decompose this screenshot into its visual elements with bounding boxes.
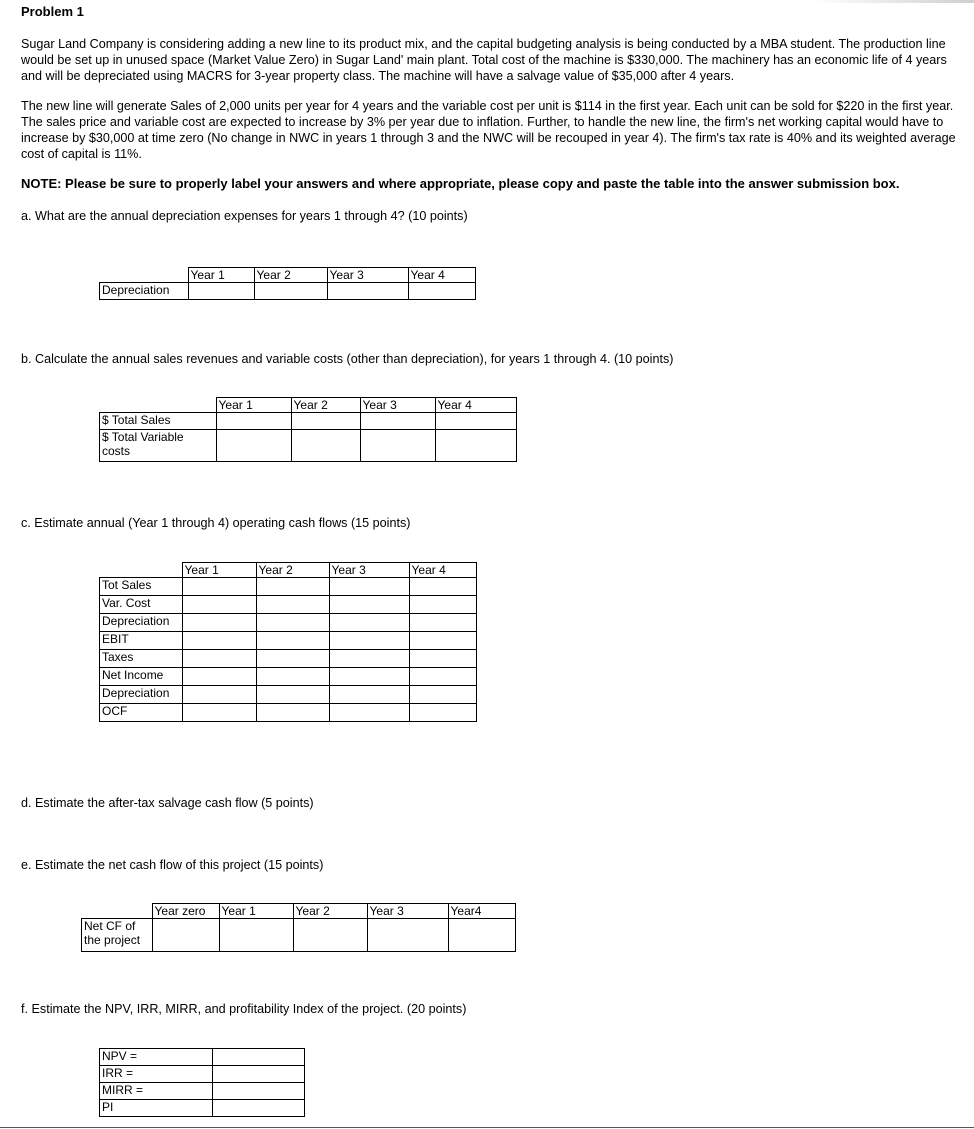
answer-cell[interactable]	[213, 1083, 305, 1100]
column-header: Year 4	[409, 563, 476, 578]
row-label: Depreciation	[100, 614, 183, 632]
answer-cell[interactable]	[256, 596, 329, 614]
bottom-divider	[0, 1127, 974, 1128]
answer-cell[interactable]	[435, 430, 516, 462]
question-c: c. Estimate annual (Year 1 through 4) operating cash flows (15 points)	[21, 516, 411, 530]
operating-cash-flow-table	[99, 562, 477, 722]
row-label: MIRR =	[100, 1083, 213, 1100]
row-label: Var. Cost	[100, 596, 183, 614]
answer-cell[interactable]	[409, 686, 476, 704]
note-text: NOTE: Please be sure to properly label your answers and where appropriate, please copy and paste the table into the answer submission box.	[21, 176, 900, 191]
table-row	[100, 1100, 305, 1117]
answer-cell[interactable]	[408, 283, 475, 300]
table-row	[100, 283, 476, 300]
answer-cell[interactable]	[329, 596, 409, 614]
column-header: Year4	[448, 904, 515, 919]
answer-cell[interactable]	[291, 430, 360, 462]
answer-cell[interactable]	[219, 919, 293, 952]
question-f: f. Estimate the NPV, IRR, MIRR, and profitability Index of the project. (20 points)	[21, 1002, 467, 1016]
answer-cell[interactable]	[448, 919, 515, 952]
answer-cell[interactable]	[256, 668, 329, 686]
answer-cell[interactable]	[182, 596, 256, 614]
row-label: NPV =	[100, 1049, 213, 1066]
table-row	[82, 919, 516, 952]
answer-cell[interactable]	[360, 430, 435, 462]
question-d: d. Estimate the after-tax salvage cash flow (5 points)	[21, 796, 314, 810]
row-label: IRR =	[100, 1066, 213, 1083]
answer-cell[interactable]	[256, 632, 329, 650]
answer-cell[interactable]	[213, 1049, 305, 1066]
column-header: Year 3	[329, 563, 409, 578]
answer-cell[interactable]	[216, 430, 291, 462]
row-label: Depreciation	[100, 686, 183, 704]
table-header-row	[82, 904, 516, 919]
scroll-shadow	[814, 0, 974, 3]
table-header-row	[100, 563, 477, 578]
table-row	[100, 704, 477, 722]
row-label: Taxes	[100, 650, 183, 668]
table-header-row	[100, 398, 517, 413]
row-label: EBIT	[100, 632, 183, 650]
table-row	[100, 596, 477, 614]
answer-cell[interactable]	[329, 614, 409, 632]
answer-cell[interactable]	[329, 704, 409, 722]
column-header: Year 1	[219, 904, 293, 919]
column-header: Year 2	[293, 904, 367, 919]
answer-cell[interactable]	[256, 578, 329, 596]
table-corner	[82, 904, 153, 919]
answer-cell[interactable]	[409, 614, 476, 632]
column-header: Year 1	[182, 563, 256, 578]
table-corner	[100, 398, 217, 413]
net-cash-flow-table	[81, 903, 516, 952]
answer-cell[interactable]	[182, 614, 256, 632]
answer-cell[interactable]	[256, 614, 329, 632]
answer-cell[interactable]	[213, 1100, 305, 1117]
column-header: Year 4	[435, 398, 516, 413]
sales-costs-table	[99, 397, 517, 462]
row-label: Net Income	[100, 668, 183, 686]
answer-cell[interactable]	[254, 283, 327, 300]
answer-cell[interactable]	[188, 283, 254, 300]
table-row	[100, 632, 477, 650]
answer-cell[interactable]	[329, 650, 409, 668]
answer-cell[interactable]	[409, 578, 476, 596]
answer-cell[interactable]	[435, 413, 516, 430]
row-label: $ Total Sales	[100, 413, 217, 430]
answer-cell[interactable]	[409, 632, 476, 650]
column-header: Year 2	[256, 563, 329, 578]
column-header: Year 2	[291, 398, 360, 413]
table-row	[100, 1083, 305, 1100]
table-row	[100, 1049, 305, 1066]
column-header: Year 3	[327, 268, 408, 283]
answer-cell[interactable]	[327, 283, 408, 300]
table-corner	[100, 268, 189, 283]
table-corner	[100, 563, 183, 578]
column-header: Year 1	[188, 268, 254, 283]
answer-cell[interactable]	[152, 919, 219, 952]
problem-title: Problem 1	[21, 4, 84, 19]
table-row	[100, 1066, 305, 1083]
row-label: OCF	[100, 704, 183, 722]
answer-cell[interactable]	[409, 668, 476, 686]
answer-cell[interactable]	[360, 413, 435, 430]
answer-cell[interactable]	[182, 650, 256, 668]
answer-cell[interactable]	[409, 704, 476, 722]
answer-cell[interactable]	[216, 413, 291, 430]
answer-cell[interactable]	[293, 919, 367, 952]
table-row	[100, 650, 477, 668]
table-row	[100, 686, 477, 704]
answer-cell[interactable]	[409, 596, 476, 614]
column-header: Year 4	[408, 268, 475, 283]
problem-paragraph-2: The new line will generate Sales of 2,000 units per year for 4 years and the variable cost per unit is $114 in the first year. Each unit can be sold for $220 in the first year. The sales price and variable cost are expected to increase by 3% per year due to inflation. Further, to handle the new line, the firm's net working capital would have to increase by $30,000 at time zero (No change in NWC in years 1 through 3 and the NWC will be recouped in year 4). The firm's tax rate is 40% and its weighted average cost of capital is 11%.	[21, 99, 956, 161]
answer-cell[interactable]	[182, 632, 256, 650]
answer-cell[interactable]	[291, 413, 360, 430]
answer-cell[interactable]	[182, 578, 256, 596]
row-label: PI	[100, 1100, 213, 1117]
depreciation-table	[99, 267, 476, 300]
question-e: e. Estimate the net cash flow of this project (15 points)	[21, 858, 324, 872]
table-header-row	[100, 268, 476, 283]
table-row	[100, 413, 517, 430]
answer-cell[interactable]	[329, 632, 409, 650]
answer-cell[interactable]	[213, 1066, 305, 1083]
row-label: Net CF of the project	[82, 919, 153, 952]
answer-cell[interactable]	[329, 578, 409, 596]
answer-cell[interactable]	[256, 704, 329, 722]
answer-cell[interactable]	[329, 686, 409, 704]
column-header: Year 3	[367, 904, 448, 919]
valuation-metrics-table	[99, 1048, 305, 1117]
table-row	[100, 668, 477, 686]
column-header: Year 2	[254, 268, 327, 283]
answer-cell[interactable]	[182, 668, 256, 686]
answer-cell[interactable]	[182, 704, 256, 722]
answer-cell[interactable]	[409, 650, 476, 668]
answer-cell[interactable]	[182, 686, 256, 704]
answer-cell[interactable]	[256, 650, 329, 668]
answer-cell[interactable]	[329, 668, 409, 686]
problem-paragraph-1: Sugar Land Company is considering adding a new line to its product mix, and the capital budgeting analysis is being conducted by a MBA student. The production line would be set up in unused space (Market Value Zero) in Sugar Land' main plant. Total cost of the machine is $330,000. The machinery has an economic life of 4 years and will be depreciated using MACRS for 3-year property class. The machine will have a salvage value of $35,000 after 4 years.	[21, 37, 947, 83]
row-label: Tot Sales	[100, 578, 183, 596]
column-header: Year 3	[360, 398, 435, 413]
column-header: Year zero	[152, 904, 219, 919]
row-label: $ Total Variable costs	[100, 430, 217, 462]
question-b: b. Calculate the annual sales revenues and variable costs (other than depreciation), for years 1 through 4. (10 points)	[21, 352, 674, 366]
answer-cell[interactable]	[256, 686, 329, 704]
table-row	[100, 614, 477, 632]
answer-cell[interactable]	[367, 919, 448, 952]
question-a: a. What are the annual depreciation expenses for years 1 through 4? (10 points)	[21, 209, 468, 223]
table-row	[100, 578, 477, 596]
column-header: Year 1	[216, 398, 291, 413]
table-row	[100, 430, 517, 462]
row-label: Depreciation	[100, 283, 189, 300]
